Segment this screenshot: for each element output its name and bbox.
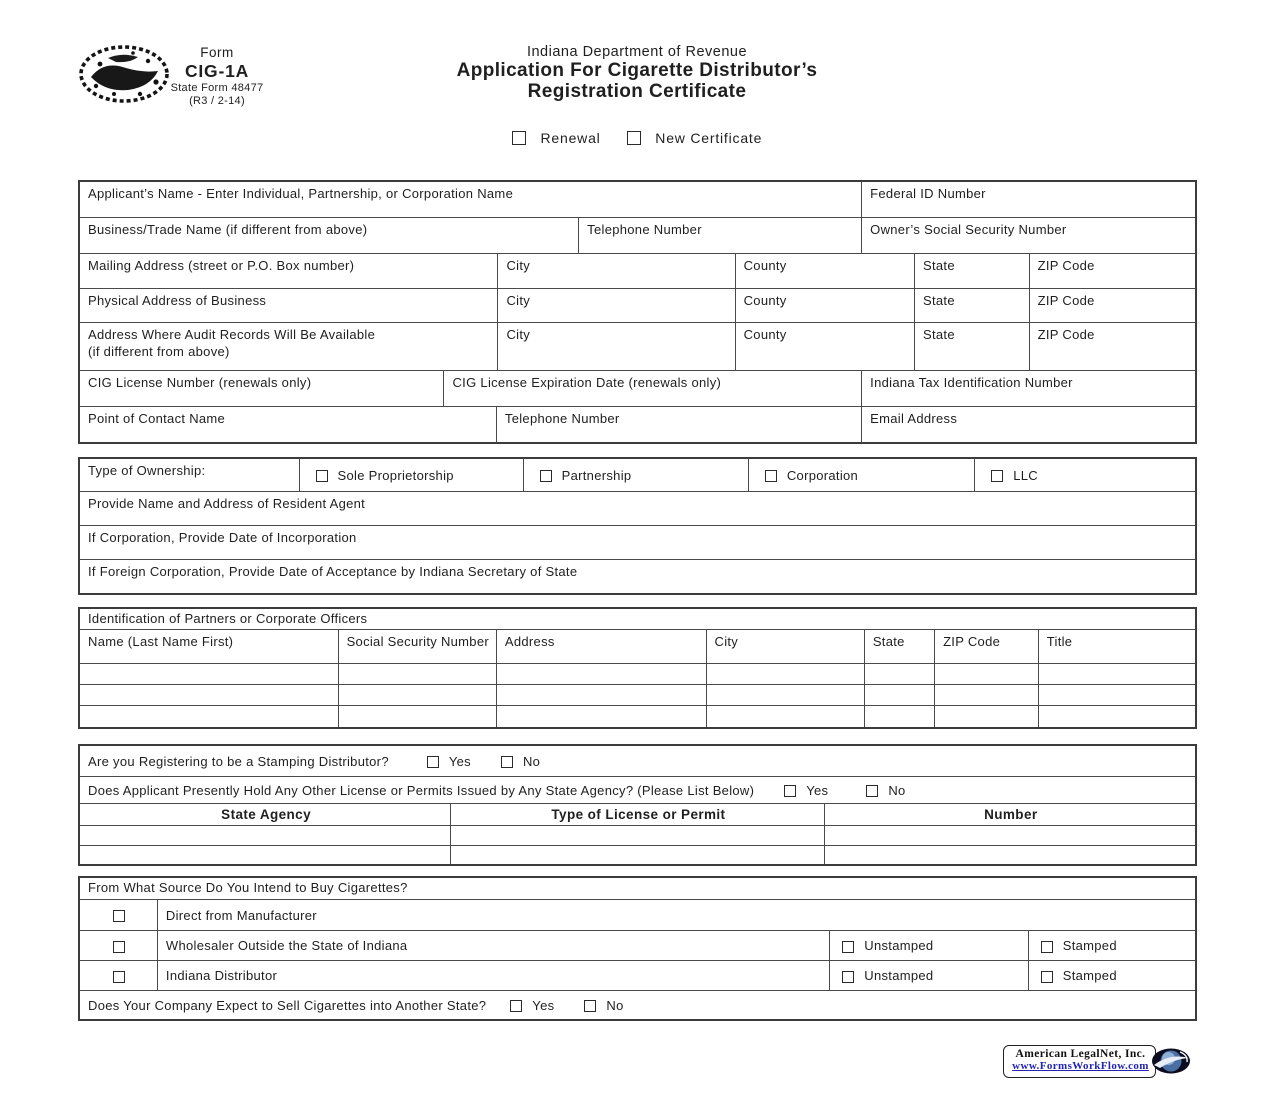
applicant-name-field[interactable] (80, 182, 861, 217)
officers-col-name-label: Name (Last Name First) (88, 634, 234, 649)
county-label: County (743, 258, 787, 273)
state-label: State (923, 258, 955, 273)
stamping-no-checkbox[interactable] (501, 756, 513, 768)
licenses-cell[interactable] (450, 846, 824, 864)
officers-cell[interactable] (338, 664, 496, 684)
new-certificate-option (627, 130, 763, 146)
physical-address-field[interactable] (80, 289, 497, 322)
source-indiana-label: Indiana Distributor (165, 968, 278, 984)
officers-cell[interactable] (864, 664, 934, 684)
physical-address-label: Physical Address of Business (88, 293, 267, 308)
officers-cell[interactable] (496, 685, 706, 705)
officers-cell[interactable] (864, 706, 934, 727)
owner-ssn-field[interactable] (861, 218, 1195, 253)
indiana-stamped-checkbox[interactable] (1041, 971, 1053, 983)
renewal-label: Renewal (540, 130, 601, 146)
licenses-col-number (824, 804, 1195, 825)
officers-cell[interactable] (1038, 706, 1195, 727)
licenses-cell[interactable] (450, 826, 824, 845)
city-label: City (506, 258, 531, 273)
audit-county-field[interactable] (735, 323, 914, 370)
mailing-address-field[interactable] (80, 254, 497, 288)
licenses-cell[interactable] (80, 846, 450, 864)
cig-license-number-label: CIG License Number (renewals only) (88, 375, 312, 390)
email-field[interactable] (861, 407, 1195, 442)
source-direct-checkbox[interactable] (113, 910, 125, 922)
county-label: County (743, 327, 787, 342)
applicant-name-label: Applicant’s Name - Enter Individual, Partnership, or Corporation Name (88, 186, 514, 201)
foreign-corporation-field[interactable] (80, 560, 1195, 593)
business-name-field[interactable] (80, 218, 578, 253)
sole-proprietorship-label: Sole Proprietorship (337, 467, 454, 483)
physical-county-field[interactable] (735, 289, 914, 322)
indiana-tax-id-label: Indiana Tax Identification Number (870, 375, 1073, 390)
sell-no-checkbox[interactable] (584, 1000, 596, 1012)
other-licenses-no-checkbox[interactable] (866, 785, 878, 797)
contact-name-field[interactable] (80, 407, 496, 442)
licenses-cell[interactable] (80, 826, 450, 845)
officers-col-address-label: Address (504, 634, 555, 649)
other-licenses-no-label: No (888, 782, 906, 798)
licenses-cell[interactable] (824, 826, 1195, 845)
new-certificate-label: New Certificate (655, 130, 763, 146)
llc-checkbox[interactable] (991, 470, 1003, 482)
officers-col-title (1038, 630, 1195, 663)
officers-cell[interactable] (706, 664, 864, 684)
foreign-corporation-label: If Foreign Corporation, Provide Date of Acceptance by Indiana Secretary of State (88, 564, 578, 579)
form-title-line2: Registration Certificate (527, 81, 747, 102)
indiana-unstamped-option (829, 961, 1027, 990)
telephone-field[interactable] (578, 218, 861, 253)
other-licenses-question: Does Applicant Presently Hold Any Other License or Permits Issued by Any State Agency? (Please List Below) (88, 782, 755, 798)
officers-cell[interactable] (864, 685, 934, 705)
officers-col-ssn-label: Social Security Number (346, 634, 489, 649)
officers-empty-row (80, 684, 1195, 705)
wholesaler-stamped-checkbox[interactable] (1041, 941, 1053, 953)
llc-label: LLC (1013, 467, 1038, 483)
indiana-unstamped-label: Unstamped (864, 968, 934, 984)
source-wholesaler-label: Wholesaler Outside the State of Indiana (165, 938, 408, 954)
audit-state-field[interactable] (914, 323, 1029, 370)
corporation-checkbox[interactable] (765, 470, 777, 482)
zip-label: ZIP Code (1037, 258, 1095, 273)
american-legalnet-badge (1003, 1045, 1156, 1078)
officers-col-state (864, 630, 934, 663)
officers-empty-row (80, 663, 1195, 684)
corporation-option (748, 459, 974, 491)
incorporation-date-label: If Corporation, Provide Date of Incorporation (88, 530, 357, 545)
officers-cell[interactable] (706, 706, 864, 727)
legalnet-globe-icon (1150, 1046, 1192, 1081)
partnership-label: Partnership (561, 467, 632, 483)
officers-cell[interactable] (1038, 664, 1195, 684)
mailing-county-field[interactable] (735, 254, 914, 288)
officers-cell[interactable] (80, 664, 338, 684)
form-title-line1: Application For Cigarette Distributor’s (456, 60, 818, 81)
officers-empty-row (80, 705, 1195, 727)
sole-proprietorship-checkbox[interactable] (316, 470, 328, 482)
licenses-col-agency (80, 804, 450, 825)
source-wholesaler-checkbox[interactable] (113, 941, 125, 953)
corporation-label: Corporation (786, 467, 859, 483)
indiana-stamped-option (1028, 961, 1195, 990)
officers-cell[interactable] (1038, 685, 1195, 705)
source-indiana-label-cell (157, 961, 829, 990)
business-name-label: Business/Trade Name (if different from above) (88, 222, 368, 237)
officers-col-city (706, 630, 864, 663)
audit-address-label-line2: (if different from above) (88, 343, 230, 359)
officers-col-name (80, 630, 338, 663)
agency-name: Indiana Department of Revenue (526, 44, 748, 60)
audit-city-field[interactable] (497, 323, 734, 370)
officers-col-zip (934, 630, 1038, 663)
indiana-tax-id-field[interactable] (861, 371, 1195, 406)
source-indiana-checkbox-cell (80, 961, 157, 990)
ownership-type-cell (80, 459, 299, 491)
source-wholesaler-checkbox-cell (80, 931, 157, 960)
mailing-state-field[interactable] (914, 254, 1029, 288)
email-label: Email Address (870, 411, 958, 426)
form-word: Form (200, 45, 234, 60)
officers-col-zip-label: ZIP Code (943, 634, 1001, 649)
new-certificate-checkbox[interactable] (627, 131, 641, 145)
other-licenses-question-row (80, 777, 1195, 803)
licenses-col-type (450, 804, 824, 825)
wholesaler-stamped-label: Stamped (1062, 938, 1117, 954)
source-wholesaler-label-cell (157, 931, 829, 960)
telephone-label: Telephone Number (504, 411, 620, 426)
contact-telephone-field[interactable] (496, 407, 861, 442)
audit-address-field[interactable] (80, 323, 497, 370)
renewal-checkbox[interactable] (512, 131, 526, 145)
mailing-zip-field[interactable] (1029, 254, 1195, 288)
ownership-type-label: Type of Ownership: (88, 463, 206, 478)
contact-name-label: Point of Contact Name (88, 411, 226, 426)
cig-expiration-label: CIG License Expiration Date (renewals only) (452, 375, 722, 390)
llc-option (974, 459, 1195, 491)
federal-id-field[interactable] (861, 182, 1195, 217)
ownership-table (78, 457, 1197, 595)
licenses-cell[interactable] (824, 846, 1195, 864)
officers-col-city-label: City (714, 634, 739, 649)
form-identifier-block (138, 45, 296, 109)
applicant-info-table (78, 180, 1197, 444)
incorporation-date-field[interactable] (80, 526, 1195, 559)
officers-cell[interactable] (934, 664, 1038, 684)
officers-title-cell (80, 609, 1195, 629)
licenses-empty-row (80, 825, 1195, 845)
source-direct-label-cell (157, 900, 1195, 930)
officers-col-state-label: State (872, 634, 905, 649)
sell-no-label: No (606, 997, 624, 1013)
physical-city-field[interactable] (497, 289, 734, 322)
stamping-yes-label: Yes (448, 753, 471, 769)
source-title-cell (80, 878, 1195, 899)
source-table (78, 876, 1197, 1021)
stamping-no-label: No (522, 753, 541, 769)
officers-cell[interactable] (934, 706, 1038, 727)
sole-proprietorship-option (299, 459, 523, 491)
wholesaler-unstamped-label: Unstamped (864, 938, 934, 954)
physical-zip-field[interactable] (1029, 289, 1195, 322)
officers-col-title-label: Title (1046, 634, 1073, 649)
wholesaler-stamped-option (1028, 931, 1195, 960)
officers-cell[interactable] (934, 685, 1038, 705)
licenses-table (78, 744, 1197, 866)
source-title: From What Source Do You Intend to Buy Cigarettes? (88, 880, 408, 895)
officers-cell[interactable] (80, 706, 338, 727)
partnership-option (523, 459, 748, 491)
audit-address-label-line1: Address Where Audit Records Will Be Available (88, 327, 376, 342)
source-direct-label: Direct from Manufacturer (165, 907, 317, 923)
resident-agent-label: Provide Name and Address of Resident Agent (88, 496, 366, 511)
officers-cell[interactable] (80, 685, 338, 705)
form-revision: (R3 / 2-14) (189, 95, 245, 108)
sell-question: Does Your Company Expect to Sell Cigarettes into Another State? (88, 997, 487, 1013)
title-block (327, 44, 947, 102)
officers-cell[interactable] (338, 706, 496, 727)
licenses-col-type-label: Type of License or Permit (551, 807, 726, 823)
partnership-checkbox[interactable] (540, 470, 552, 482)
formsworkflow-link[interactable]: www.FormsWorkFlow.com (1012, 1060, 1149, 1072)
indiana-unstamped-checkbox[interactable] (842, 971, 854, 983)
mailing-address-label: Mailing Address (street or P.O. Box number) (88, 258, 355, 273)
certificate-type-row (327, 130, 947, 146)
state-label: State (923, 327, 955, 342)
federal-id-label: Federal ID Number (870, 186, 986, 201)
other-licenses-yes-label: Yes (806, 782, 829, 798)
licenses-col-number-label: Number (984, 807, 1038, 823)
licenses-empty-row (80, 845, 1195, 864)
telephone-label: Telephone Number (587, 222, 702, 237)
wholesaler-unstamped-option (829, 931, 1027, 960)
other-licenses-yes-checkbox[interactable] (784, 785, 796, 797)
city-label: City (506, 293, 531, 308)
owner-ssn-label: Owner’s Social Security Number (870, 222, 1067, 237)
wholesaler-unstamped-checkbox[interactable] (842, 941, 854, 953)
source-direct-checkbox-cell (80, 900, 157, 930)
sell-yes-label: Yes (532, 997, 555, 1013)
source-indiana-checkbox[interactable] (113, 971, 125, 983)
state-form-number: State Form 48477 (170, 82, 264, 95)
officers-title: Identification of Partners or Corporate Officers (88, 611, 368, 626)
stamping-question: Are you Registering to be a Stamping Distributor? (88, 753, 389, 769)
sell-yes-checkbox[interactable] (510, 1000, 522, 1012)
officers-cell[interactable] (338, 685, 496, 705)
officers-table (78, 607, 1197, 729)
stamping-yes-checkbox[interactable] (427, 756, 439, 768)
city-label: City (506, 327, 531, 342)
officers-col-address (496, 630, 706, 663)
county-label: County (743, 293, 787, 308)
sell-question-row (80, 991, 1195, 1019)
zip-label: ZIP Code (1037, 293, 1095, 308)
officers-cell[interactable] (496, 706, 706, 727)
licenses-col-agency-label: State Agency (221, 807, 311, 823)
indiana-stamped-label: Stamped (1062, 968, 1117, 984)
officers-cell[interactable] (706, 685, 864, 705)
officers-col-ssn (338, 630, 496, 663)
zip-label: ZIP Code (1037, 327, 1095, 342)
cig-license-number-field[interactable] (80, 371, 443, 406)
physical-state-field[interactable] (914, 289, 1029, 322)
audit-zip-field[interactable] (1029, 323, 1195, 370)
renewal-option (512, 130, 601, 146)
legalnet-company-name: American LegalNet, Inc. (1015, 1048, 1146, 1060)
state-label: State (923, 293, 955, 308)
resident-agent-field[interactable] (80, 492, 1195, 525)
form-number: CIG-1A (184, 61, 250, 82)
cig-expiration-field[interactable] (443, 371, 861, 406)
officers-cell[interactable] (496, 664, 706, 684)
stamping-question-row (80, 746, 1195, 776)
mailing-city-field[interactable] (497, 254, 734, 288)
